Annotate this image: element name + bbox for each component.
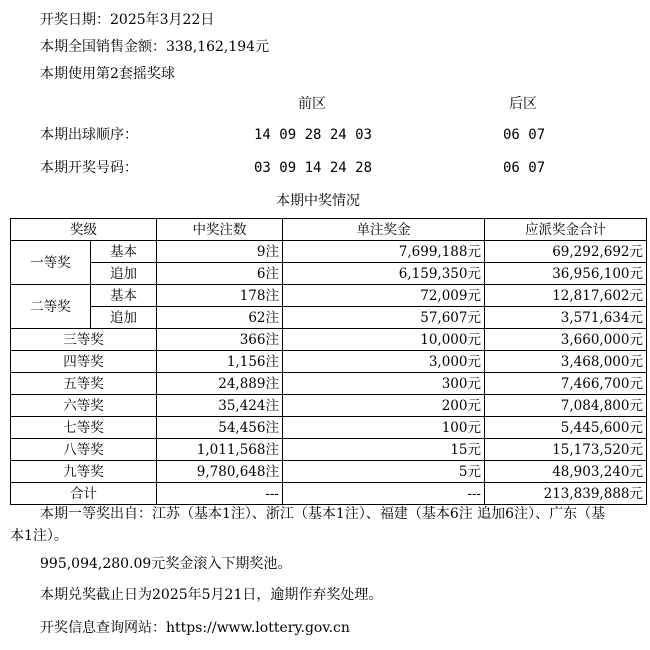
total-cell: 3,660,000元 bbox=[485, 329, 647, 351]
sales-amount: 本期全国销售金额：338,162,194元 bbox=[40, 39, 270, 55]
header-total: 应派奖金合计 bbox=[485, 219, 647, 241]
count-cell: 178注 bbox=[157, 285, 283, 307]
table-row bbox=[11, 241, 647, 263]
count-cell: 366注 bbox=[157, 329, 283, 351]
total-cell: 69,292,692元 bbox=[485, 241, 647, 263]
table-row bbox=[11, 329, 647, 351]
level-cell: 七等奖 bbox=[11, 417, 157, 439]
ball-set: 本期使用第2套摇奖球 bbox=[40, 66, 175, 82]
count-cell: 62注 bbox=[157, 307, 283, 329]
type-cell: 追加 bbox=[91, 307, 157, 329]
count-cell: 9,780,648注 bbox=[157, 461, 283, 483]
sum-label: 合计 bbox=[11, 483, 157, 505]
total-cell: 3,468,000元 bbox=[485, 351, 647, 373]
type-cell: 追加 bbox=[91, 263, 157, 285]
table-sum-row bbox=[11, 483, 647, 505]
sum-total: 213,839,888元 bbox=[485, 483, 647, 505]
table-row bbox=[11, 263, 647, 285]
prize-cell: 10,000元 bbox=[283, 329, 485, 351]
total-cell: 36,956,100元 bbox=[485, 263, 647, 285]
table-row bbox=[11, 351, 647, 373]
prize-cell: 200元 bbox=[283, 395, 485, 417]
draw-order-back: 06 07 bbox=[503, 127, 546, 143]
prize-cell: 15元 bbox=[283, 439, 485, 461]
prize-cell: 300元 bbox=[283, 373, 485, 395]
level-cell: 六等奖 bbox=[11, 395, 157, 417]
prize-cell: 57,607元 bbox=[283, 307, 485, 329]
total-cell: 7,466,700元 bbox=[485, 373, 647, 395]
type-cell: 基本 bbox=[91, 285, 157, 307]
total-cell: 12,817,602元 bbox=[485, 285, 647, 307]
level-cell: 三等奖 bbox=[11, 329, 157, 351]
level-cell: 一等奖 bbox=[11, 241, 91, 285]
table-row bbox=[11, 461, 647, 483]
level-cell: 五等奖 bbox=[11, 373, 157, 395]
total-cell: 15,173,520元 bbox=[485, 439, 647, 461]
prize-cell: 100元 bbox=[283, 417, 485, 439]
level-cell: 九等奖 bbox=[11, 461, 157, 483]
winning-front: 03 09 14 24 28 bbox=[254, 160, 373, 176]
count-cell: 6注 bbox=[157, 263, 283, 285]
type-cell: 基本 bbox=[91, 241, 157, 263]
prize-cell: 72,009元 bbox=[283, 285, 485, 307]
count-cell: 1,011,568注 bbox=[157, 439, 283, 461]
header-prize: 单注奖金 bbox=[283, 219, 485, 241]
count-cell: 35,424注 bbox=[157, 395, 283, 417]
total-cell: 3,571,634元 bbox=[485, 307, 647, 329]
winning-back: 06 07 bbox=[503, 160, 546, 176]
table-row bbox=[11, 373, 647, 395]
count-cell: 54,456注 bbox=[157, 417, 283, 439]
total-cell: 48,903,240元 bbox=[485, 461, 647, 483]
draw-order-front: 14 09 28 24 03 bbox=[254, 127, 373, 143]
draw-date: 开奖日期：2025年3月22日 bbox=[40, 12, 215, 28]
sum-prize: --- bbox=[283, 483, 485, 505]
back-zone-label: 后区 bbox=[509, 96, 537, 112]
header-level: 奖级 bbox=[11, 219, 157, 241]
count-cell: 24,889注 bbox=[157, 373, 283, 395]
prize-cell: 6,159,350元 bbox=[283, 263, 485, 285]
table-row bbox=[11, 285, 647, 307]
count-cell: 1,156注 bbox=[157, 351, 283, 373]
table-row bbox=[11, 395, 647, 417]
level-cell: 四等奖 bbox=[11, 351, 157, 373]
count-cell: 9注 bbox=[157, 241, 283, 263]
table-title: 本期中奖情况 bbox=[276, 193, 360, 209]
prize-cell: 5元 bbox=[283, 461, 485, 483]
table-header-row bbox=[11, 219, 647, 241]
front-zone-label: 前区 bbox=[298, 96, 326, 112]
winning-numbers-label: 本期开奖号码： bbox=[40, 160, 138, 176]
header-count: 中奖注数 bbox=[157, 219, 283, 241]
table-row bbox=[11, 439, 647, 461]
info-website: 开奖信息查询网站：https://www.lottery.gov.cn bbox=[40, 620, 350, 636]
table-row bbox=[11, 307, 647, 329]
first-prize-origin-line2: 本1注）。 bbox=[10, 528, 68, 544]
sum-count: --- bbox=[157, 483, 283, 505]
prize-table bbox=[10, 218, 647, 505]
table-row bbox=[11, 417, 647, 439]
jackpot-rollover: 995,094,280.09元奖金滚入下期奖池。 bbox=[40, 556, 292, 572]
prize-cell: 7,699,188元 bbox=[283, 241, 485, 263]
claim-deadline: 本期兑奖截止日为2025年5月21日，逾期作弃奖处理。 bbox=[40, 587, 383, 603]
total-cell: 5,445,600元 bbox=[485, 417, 647, 439]
first-prize-origin-line1: 本期一等奖出自：江苏（基本1注）、浙江（基本1注）、福建（基本6注 追加6注）、广东（基 bbox=[40, 506, 606, 522]
prize-cell: 3,000元 bbox=[283, 351, 485, 373]
level-cell: 二等奖 bbox=[11, 285, 91, 329]
level-cell: 八等奖 bbox=[11, 439, 157, 461]
draw-order-label: 本期出球顺序： bbox=[40, 127, 138, 143]
total-cell: 7,084,800元 bbox=[485, 395, 647, 417]
